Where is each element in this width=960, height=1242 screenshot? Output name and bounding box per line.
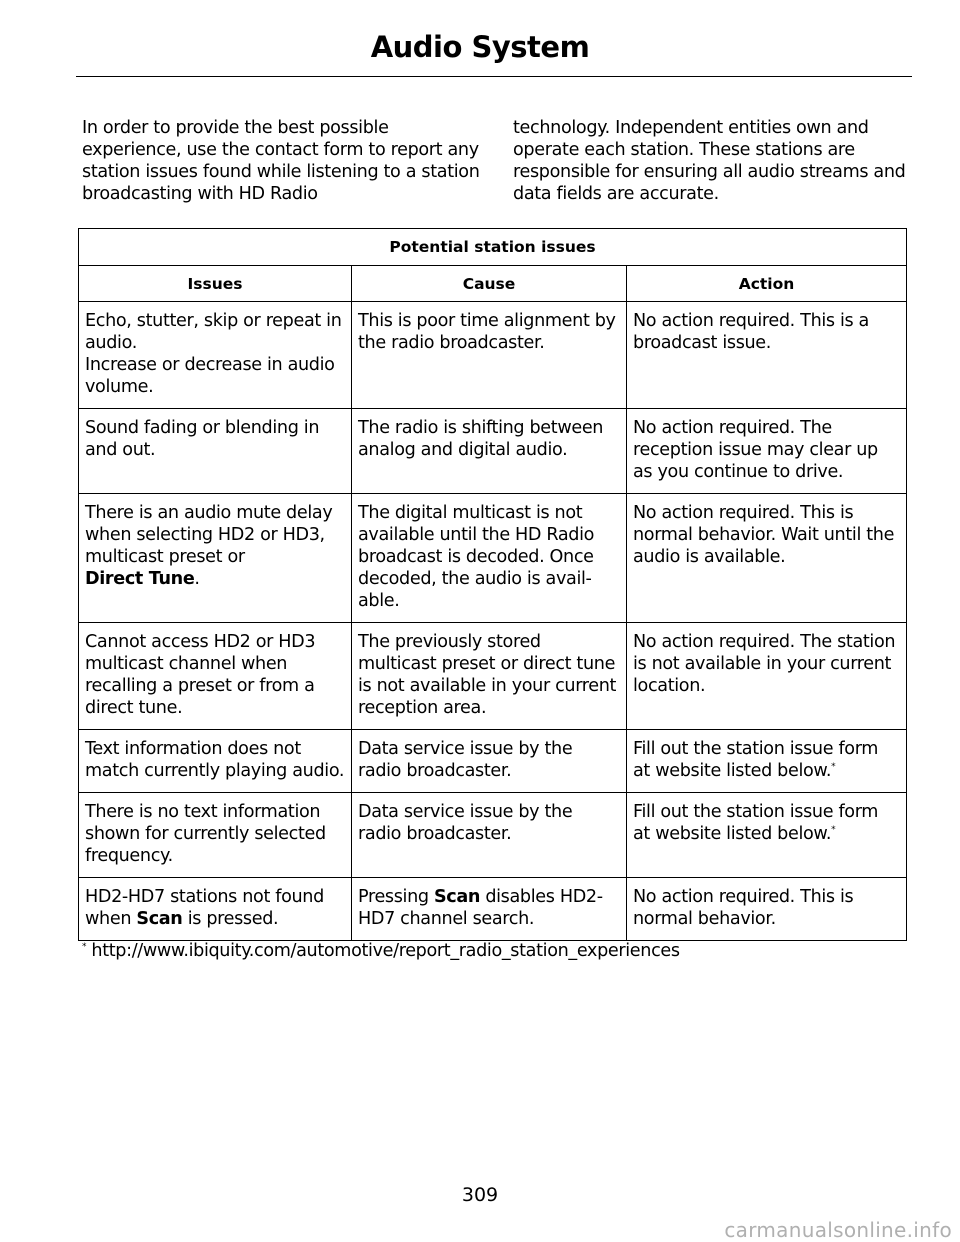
cause-text: Pressing	[358, 887, 429, 907]
issue-text-end: is pressed.	[187, 909, 279, 929]
issue-text: There is an audio mute delay when selecting HD2 or HD3, multicast preset or	[85, 503, 333, 567]
issue-text-end: .	[194, 569, 200, 589]
intro-right-column: technology. Independent entities own and operate each station. These stations are responsible for ensuring all audio streams and data fields are accurate.	[513, 118, 906, 204]
action-cell: No action required. The reception issue may clear up as you continue to drive.	[627, 409, 907, 494]
intro-left-column: In order to provide the best possible experience, use the contact form to report any station issues found while listening to a station broadcasting with HD Radio	[82, 118, 480, 204]
page-title: Audio System	[370, 30, 590, 64]
table-row	[79, 878, 907, 941]
control-name-direct-tune: Direct Tune	[85, 569, 195, 589]
issue-line: Echo, stutter, skip or repeat in audio.	[85, 311, 342, 353]
action-cell	[627, 793, 907, 878]
cause-cell: Data service issue by the radio broadcaster.	[352, 793, 627, 878]
station-issues-table	[78, 228, 907, 941]
header-divider	[76, 76, 912, 77]
footnote-url[interactable]: http://www.ibiquity.com/automotive/report_radio_station_experiences	[91, 941, 680, 961]
issue-cell: Cannot access HD2 or HD3 multicast channel when recalling a preset or from a direct tune.	[79, 623, 352, 730]
issue-cell	[79, 878, 352, 941]
action-cell: No action required. The station is not available in your current location.	[627, 623, 907, 730]
action-cell	[627, 730, 907, 793]
watermark: carmanualsonline.info	[724, 1218, 952, 1242]
table-row	[79, 793, 907, 878]
table-row	[79, 623, 907, 730]
cause-cell: The previously stored multicast preset or direct tune is not available in your current reception area.	[352, 623, 627, 730]
issue-cell: Text information does not match currently playing audio.	[79, 730, 352, 793]
cause-cell: Data service issue by the radio broadcaster.	[352, 730, 627, 793]
column-header-action: Action	[627, 266, 907, 302]
cause-text-end: disables HD2-HD7 channel search.	[358, 887, 603, 929]
issue-cell: Sound fading or blending in and out.	[79, 409, 352, 494]
table-title: Potential station issues	[79, 229, 907, 266]
issue-cell	[79, 302, 352, 409]
cause-cell: The radio is shifting between analog and digital audio.	[352, 409, 627, 494]
footnote-marker: *	[831, 825, 836, 836]
table-row	[79, 302, 907, 409]
table-title-row	[79, 229, 907, 266]
cause-cell: This is poor time alignment by the radio broadcaster.	[352, 302, 627, 409]
cause-cell	[352, 878, 627, 941]
table-row	[79, 494, 907, 623]
footnote-marker: *	[831, 762, 836, 773]
page-number: 309	[461, 1184, 499, 1206]
action-text: Fill out the station issue form at website listed below.	[633, 802, 879, 844]
action-cell: No action required. This is normal behavior. Wait until the audio is available.	[627, 494, 907, 623]
table-row	[79, 730, 907, 793]
control-name-scan: Scan	[136, 909, 183, 929]
issue-line: Increase or decrease in audio volume.	[85, 355, 335, 397]
table-row	[79, 409, 907, 494]
control-name-scan: Scan	[433, 887, 481, 907]
column-header-issues: Issues	[79, 266, 352, 302]
table-header-row	[79, 266, 907, 302]
footnote-marker: *	[82, 942, 87, 953]
footnote	[82, 940, 922, 962]
cause-cell: The digital multicast is not available until the HD Radio broadcast is decoded. Once decoded, the audio is avail-able.	[352, 494, 627, 623]
action-cell: No action required. This is normal behavior.	[627, 878, 907, 941]
issue-text: HD2-HD7 stations not found when	[85, 887, 324, 929]
action-text: Fill out the station issue form at website listed below.	[633, 739, 879, 781]
issue-cell	[79, 494, 352, 623]
issue-cell: There is no text information shown for currently selected frequency.	[79, 793, 352, 878]
action-cell: No action required. This is a broadcast issue.	[627, 302, 907, 409]
intro-text	[82, 117, 908, 205]
column-header-cause: Cause	[352, 266, 627, 302]
